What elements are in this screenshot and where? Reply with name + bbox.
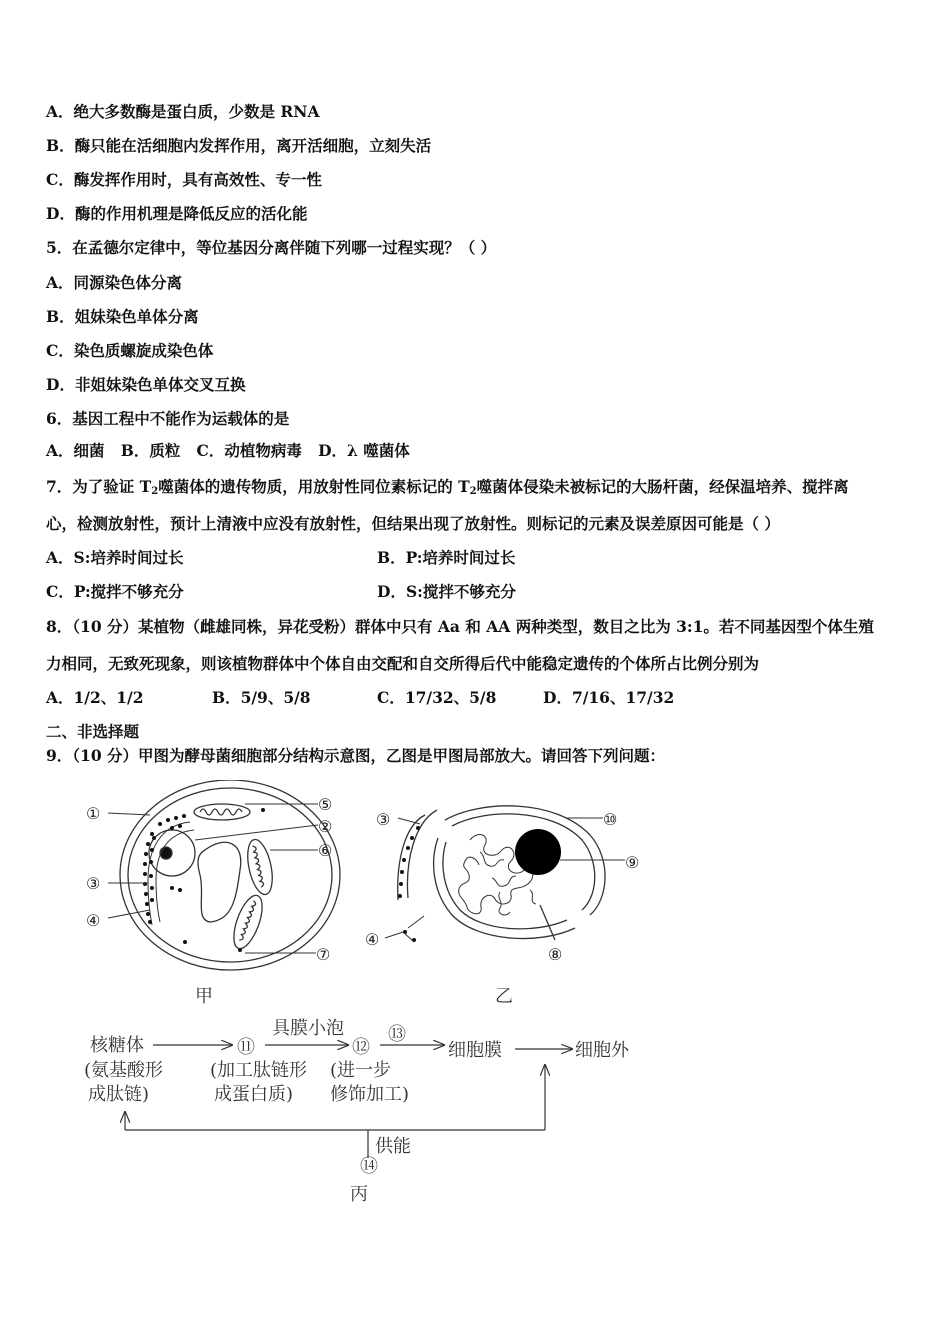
yi-label-3: ③ <box>376 810 391 829</box>
q4-option-d: D．酶的作用机理是降低反应的活化能 <box>46 204 308 223</box>
jia-label-7: ⑦ <box>316 945 331 964</box>
jia-label-2: ② <box>318 817 333 836</box>
yi-caption: 乙 <box>495 986 513 1007</box>
q5-stem: 5．在孟德尔定律中，等位基因分离伴随下列哪一过程实现？（ ） <box>46 238 497 257</box>
q8-stem-line1: 8．（10 分）某植物（雌雄同株，异花受粉）群体中只有 Aa 和 AA 两种类型，数目之比为 3:1。若不同基因型个体生殖 <box>46 617 874 636</box>
flow-vesicle: 具膜小泡 <box>272 1018 344 1039</box>
q7-subscript-1: 2 <box>151 486 159 497</box>
q6-option-a: A．细菌 <box>46 441 105 460</box>
flow-ribosome-note1: (氨基酸形 <box>84 1060 164 1081</box>
ribosome-dots-jia <box>143 808 265 952</box>
jia-caption: 甲 <box>195 986 213 1007</box>
yi-label-9: ⑨ <box>625 853 640 872</box>
nuclear-envelope-inner <box>443 814 595 929</box>
jia-number-labels <box>86 795 332 964</box>
bing-caption: 丙 <box>350 1184 368 1205</box>
ribosome-dots-yi <box>398 826 420 942</box>
yi-number-labels <box>365 810 639 964</box>
q5-option-a: A．同源染色体分离 <box>46 273 183 292</box>
q8-option-d: D．7/16、17/32 <box>543 688 675 707</box>
q4-option-b: B．酶只能在活细胞内发挥作用，离开活细胞，立刻失活 <box>46 136 432 155</box>
flow-ribosome-note2: 成肽链) <box>88 1084 150 1105</box>
flow-outside: 细胞外 <box>575 1040 629 1061</box>
q6-option-c: C．动植物病毒 <box>196 441 302 460</box>
flow-energy: 供能 <box>375 1136 411 1157</box>
jia-leader-lines <box>108 804 318 953</box>
jia-label-3: ③ <box>86 874 101 893</box>
q7-stem-part-b: 噬菌体的遗传物质，用放射性同位素标记的 T <box>158 477 470 496</box>
jia-label-1: ① <box>86 804 101 823</box>
q7-option-a: A．S:培养时间过长 <box>46 548 184 567</box>
figure-bing <box>84 1018 630 1205</box>
q5-option-b: B．姐妹染色单体分离 <box>46 307 199 326</box>
flow-n12-note1: (进一步 <box>330 1060 392 1081</box>
yi-label-8: ⑧ <box>548 945 563 964</box>
q7-option-d: D．S:搅拌不够充分 <box>377 582 516 601</box>
q6-option-b: B．质粒 <box>120 441 181 460</box>
cell-membrane-inner <box>128 788 332 962</box>
jia-label-6: ⑥ <box>318 841 333 860</box>
q5-option-d: D．非姐妹染色单体交叉互换 <box>46 375 246 394</box>
er-arc-yi <box>398 815 425 900</box>
nucleolus-yi <box>515 829 561 875</box>
q6-options <box>46 441 410 461</box>
yi-leader-8 <box>540 905 555 940</box>
nuclear-envelope-outer <box>434 806 605 939</box>
q6-stem: 6．基因工程中不能作为运载体的是 <box>46 409 290 428</box>
q7-option-c: C．P:搅拌不够充分 <box>46 582 184 601</box>
q8-option-a: A．1/2、1/2 <box>46 688 144 707</box>
yi-label-4: ④ <box>365 930 380 949</box>
q5-option-c: C．染色质螺旋成染色体 <box>46 341 214 360</box>
jia-label-5: ⑤ <box>318 795 333 814</box>
yi-leader-lines <box>385 818 625 942</box>
q9-stem: 9．（10 分）甲图为酵母菌细胞部分结构示意图，乙图是甲图局部放大。请回答下列问题： <box>46 746 666 765</box>
flow-ribosome: 核糖体 <box>90 1035 144 1056</box>
q7-subscript-2: 2 <box>469 486 477 497</box>
q6-option-d: D．λ 噬菌体 <box>318 441 410 460</box>
figure-jia <box>120 780 340 970</box>
flow-n12: ⑫ <box>352 1037 370 1058</box>
q7-stem-line1 <box>46 477 849 502</box>
q8-option-b: B．5/9、5/8 <box>212 688 311 707</box>
flow-n11-note1: (加工肽链形 <box>210 1060 308 1081</box>
q4-option-c: C．酶发挥作用时，具有高效性、专一性 <box>46 170 322 189</box>
flow-n13: ⑬ <box>388 1024 406 1045</box>
q7-stem-part-a: 7．为了验证 T <box>46 477 152 496</box>
flow-n11: ⑪ <box>237 1037 255 1058</box>
yi-label-10: ⑩ <box>603 810 618 829</box>
mitochondrion-top <box>194 804 250 820</box>
jia-label-4: ④ <box>86 911 101 930</box>
q8-option-c: C．17/32、5/8 <box>377 688 497 707</box>
q7-option-b: B．P:培养时间过长 <box>377 548 516 567</box>
q4-option-a: A．绝大多数酶是蛋白质，少数是 RNA <box>46 102 320 121</box>
flow-n12-note2: 修饰加工) <box>330 1084 410 1105</box>
cell-wall-outer <box>120 780 340 970</box>
nucleolus <box>160 847 172 859</box>
q7-stem-part-c: 噬菌体侵染未被标记的大肠杆菌，经保温培养、搅拌离 <box>476 477 849 496</box>
cell-figure <box>0 780 950 1220</box>
flow-membrane: 细胞膜 <box>448 1040 502 1061</box>
flow-n14: ⑭ <box>360 1156 378 1177</box>
flow-n11-note2: 成蛋白质) <box>214 1084 294 1105</box>
q8-stem-line2: 力相同，无致死现象，则该植物群体中个体自由交配和自交所得后代中能稳定遗传的个体所占比例分别为 <box>46 654 760 673</box>
q7-stem-line2: 心，检测放射性，预计上清液中应没有放射性，但结果出现了放射性。则标记的元素及误差原因可能是（ ） <box>46 514 780 533</box>
section-title: 二、非选择题 <box>46 722 140 741</box>
mitochondrion-right <box>243 837 276 896</box>
vacuole <box>198 842 241 922</box>
figure-yi <box>398 806 605 940</box>
